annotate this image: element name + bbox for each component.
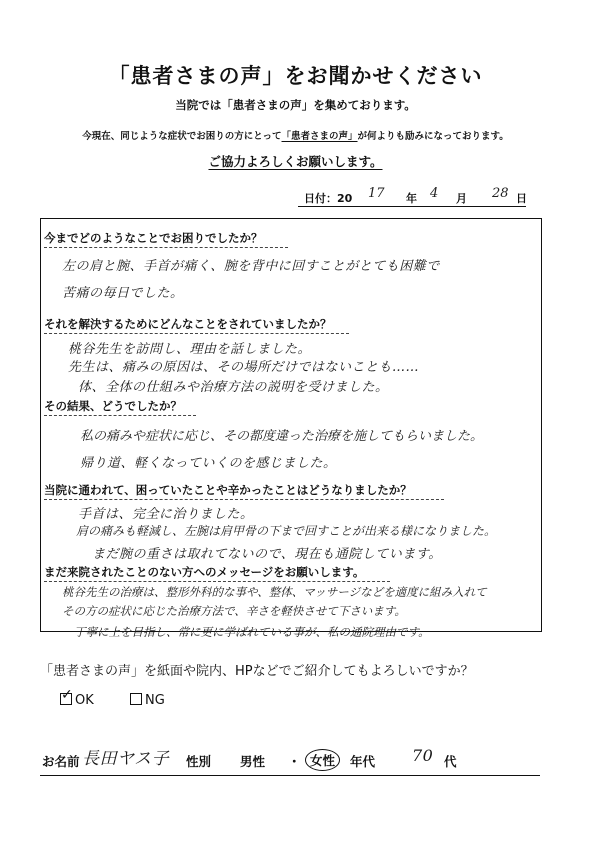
ng-label: NG: [145, 693, 165, 708]
age-label: 年代: [350, 754, 376, 769]
date-day-unit: 日: [516, 192, 527, 205]
ng-checkbox[interactable]: [130, 693, 142, 705]
name-row-underline: [40, 775, 540, 776]
gender-male[interactable]: 男性: [240, 754, 266, 769]
answer-2-line-1[interactable]: 桃谷先生を訪問し、理由を話しました。: [68, 342, 312, 357]
date-day[interactable]: 28: [492, 186, 509, 201]
date-label: 日付：20: [304, 192, 353, 205]
note-prefix: 今現在、同じような症状でお困りの方にとって: [82, 131, 282, 142]
note-highlight: 「患者さまの声」: [281, 131, 358, 142]
answer-2-line-3[interactable]: 体、全体の仕組みや治療方法の説明を受けました。: [78, 380, 389, 395]
question-4-underline: [44, 499, 444, 500]
question-3: その結果、どうでしたか？: [44, 399, 182, 413]
answer-1-line-2[interactable]: 苦痛の毎日でした。: [62, 286, 184, 301]
age-value[interactable]: 70: [412, 746, 434, 765]
date-row: [298, 186, 526, 207]
question-1-underline: [44, 247, 288, 248]
ok-label: OK: [75, 693, 94, 708]
share-permission-question: 「患者さまの声」を紙面や院内、HPなどでご紹介してもよろしいですか？: [40, 664, 474, 679]
date-month[interactable]: 4: [430, 186, 439, 201]
share-ng-option[interactable]: [130, 693, 165, 708]
note-suffix: が何よりも励みになっております。: [357, 131, 509, 142]
answer-1-line-1[interactable]: 左の肩と腕、手首が痛く、腕を背中に回すことがとても困難で: [62, 259, 440, 274]
ok-checkbox[interactable]: [60, 687, 73, 705]
share-ok-option[interactable]: [60, 687, 94, 708]
gender-label: 性別: [186, 754, 212, 769]
answer-4-line-2[interactable]: 肩の痛みも軽減し、左腕は肩甲骨の下まで回すことが出来る様になりました。: [76, 524, 497, 538]
name-value[interactable]: 長田ヤス子: [82, 749, 170, 769]
answer-2-line-2[interactable]: 先生は、痛みの原因は、その場所だけではないことも……: [68, 360, 420, 375]
question-2: それを解決するためにどんなことをされていましたか？: [44, 317, 332, 331]
question-3-underline: [44, 415, 196, 416]
age-unit: 代: [444, 754, 457, 769]
form-note: [0, 128, 591, 142]
answer-4-line-3[interactable]: まだ腕の重さは取れてないので、現在も通院しています。: [92, 547, 442, 562]
answer-4-line-1[interactable]: 手首は、完全に治りました。: [78, 507, 254, 522]
date-year-unit: 年: [406, 192, 417, 205]
name-label: お名前: [42, 754, 80, 769]
question-2-underline: [44, 333, 349, 334]
question-4: 当院に通われて、困っていたことや辛かったことはどうなりましたか？: [44, 483, 412, 497]
date-year[interactable]: 17: [368, 186, 385, 201]
question-1: 今までどのようなことでお困りでしたか？: [44, 231, 263, 245]
answer-5-line-1[interactable]: 桃谷先生の治療は、整形外科的な事や、整体、マッサージなどを適度に組み入れて: [62, 585, 487, 599]
question-5-underline: [44, 581, 390, 582]
gender-separator: ・: [288, 754, 301, 769]
form-request: ご協力よろしくお願いします。: [208, 154, 383, 169]
answer-3-line-2[interactable]: 帰り道、軽くなっていくのを感じました。: [80, 456, 337, 471]
answer-3-line-1[interactable]: 私の痛みや症状に応じ、その都度違った治療を施してもらいました。: [80, 429, 484, 444]
date-month-unit: 月: [456, 192, 467, 205]
answer-5-line-3[interactable]: 丁寧に上を目指し、常に更に学ばれている事が、私の通院理由です。: [74, 625, 430, 639]
question-5: まだ来院されたことのない方へのメッセージをお願いします。: [44, 565, 365, 579]
check-icon: ✓: [61, 687, 73, 703]
form-subtitle: 当院では「患者さまの声」を集めております。: [175, 98, 416, 112]
gender-female[interactable]: [305, 749, 340, 771]
form-title: 「患者さまの声」をお聞かせください: [108, 64, 483, 88]
answer-5-line-2[interactable]: その方の症状に応じた治療方法で、辛さを軽快させて下さいます。: [62, 604, 406, 618]
gender-female-circled: 女性: [305, 749, 340, 771]
